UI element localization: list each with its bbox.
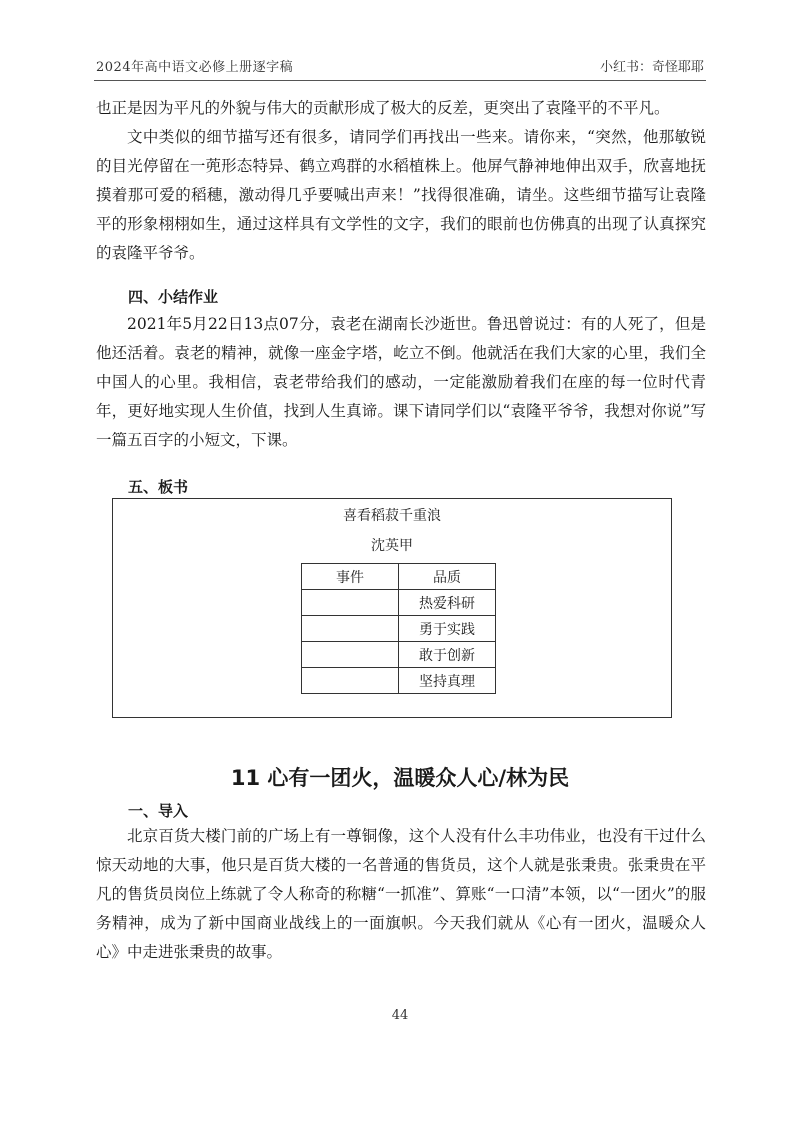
paragraph-intro: 北京百货大楼门前的广场上有一尊铜像，这个人没有什么丰功伟业，也没有干过什么惊天动地的大事，他只是百货大楼的一名普通的售货员，这个人就是张秉贵。张秉贵在平凡的售货员岗位上练就了令人称奇的称糖“一抓准”、算账“一口清”本领，以“一团火”的服务精神，成为了新中国商业战线上的一面旗帜。今天我们就从《心有一团火，温暖众人心》中走进张秉贵的故事。 [96,827,706,961]
board-table [301,563,496,694]
paragraph-summary: 2021年5月22日13点07分，袁老在湖南长沙逝世。鲁迅曾说过：有的人死了，但是他还活着。袁老的精神，就像一座金字塔，屹立不倒。他就活在我们大家的心里，我们全中国人的心里。我相信，袁老带给我们的感动，一定能激励着我们在座的每一位时代青年，更好地实现人生价值，找到人生真谛。课下请同学们以“袁隆平爷爷，我想对你说”写一篇五百字的小短文，下课。 [96,315,706,449]
chapter-title: 11 心有一团火，温暖众人心/林为民 [230,766,570,790]
cell-event [302,590,399,616]
blackboard-box [112,498,672,718]
heading-summary: 四、小结作业 [128,288,219,306]
board-author: 沈英甲 [371,538,413,554]
cell-event [302,668,399,694]
heading-board: 五、板书 [128,478,189,496]
cell-event [302,642,399,668]
board-title: 喜看稻菽千重浪 [343,508,441,524]
table-row [302,616,496,642]
cell-quality: 敢于创新 [399,642,496,668]
table-row [302,590,496,616]
header-doc-title: 2024年高中语文必修上册逐字稿 [96,60,294,75]
header-source: 小红书：奇怪耶耶 [599,60,704,75]
cell-quality: 热爱科研 [399,590,496,616]
header-divider [94,80,706,81]
table-row [302,642,496,668]
col-header-event: 事件 [302,564,399,590]
cell-quality: 勇于实践 [399,616,496,642]
paragraph-contrast: 也正是因为平凡的外貌与伟大的贡献形成了极大的反差，更突出了袁隆平的不平凡。 [96,99,670,117]
col-header-quality: 品质 [399,564,496,590]
cell-event [302,616,399,642]
table-header-row [302,564,496,590]
heading-intro: 一、导入 [128,802,189,820]
cell-quality: 坚持真理 [399,668,496,694]
table-row [302,668,496,694]
paragraph-details: 文中类似的细节描写还有很多，请同学们再找出一些来。请你来，“突然，他那敏锐的目光停留在一蔸形态特异、鹤立鸡群的水稻植株上。他屏气静神地伸出双手，欣喜地抚摸着那可爱的稻穗，激动得几乎要喊出声来！”找得很准确，请坐。这些细节描写让袁隆平的形象栩栩如生，通过这样具有文学性的文字，我们的眼前也仿佛真的出现了认真探究的袁隆平爷爷。 [96,128,706,262]
page-number: 44 [391,1008,409,1023]
